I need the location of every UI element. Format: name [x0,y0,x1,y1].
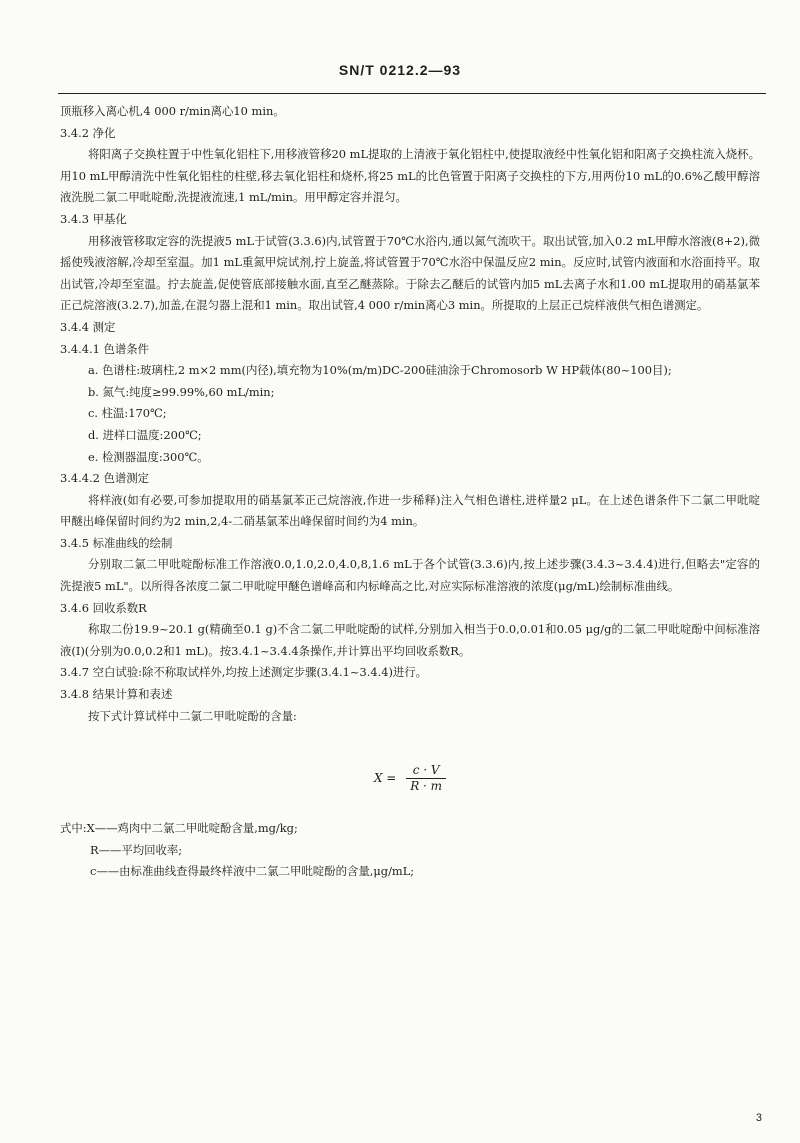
paragraph: 将阳离子交换柱置于中性氧化铝柱下,用移液管移20 mL提取的上清液于氧化铝柱中,使提取液经中性氧化铝和阳离子交换柱流入烧杯。用10 mL甲醇清洗中性氧化铝柱的柱壁,移去氧化铝柱和烧杯,将25 mL的比色管置于阳离子交换柱的下方,用两份10 mL的0.6%乙酸甲醇溶液洗脱二氯二甲吡啶酚,洗提液流速,1 mL/min。用甲醇定容并混匀。 [60,147,760,205]
subsection-heading: 3.4.4.2 色谱测定 [60,471,150,486]
list-item: d. 进样口温度:200℃; [88,427,202,442]
variable-definition: 式中:X——鸡肉中二氯二甲吡啶酚含量,mg/kg; [60,821,298,836]
paragraph: 分别取二氯二甲吡啶酚标准工作溶液0.0,1.0,2.0,4.0,8,1.6 mL于各个试管(3.3.6)内,按上述步骤(3.4.3~3.4.4)进行,但略去"定容的洗提液5 mL"。以所得各浓度二氯二甲吡啶甲醚色谱峰高和内标峰高之比,对应实际标准溶液的浓度(μg/mL)绘制标准曲线。 [60,557,760,594]
variable-definition: c——由标准曲线查得最终样液中二氯二甲吡啶酚的含量,μg/mL; [90,864,415,879]
document-body [60,101,760,883]
formula-denominator: R · m [410,779,443,794]
list-item: e. 检测器温度:300℃。 [88,449,209,464]
list-item: c. 柱温:170℃; [88,406,167,421]
document-header: SN/T 0212.2—93 [338,62,462,78]
header-rule [58,93,766,94]
formula-lhs: X = [373,771,397,786]
formula-fraction [406,763,446,794]
variable-definition: R——平均回收率; [90,842,183,857]
paragraph: 顶瓶移入离心机,4 000 r/min离心10 min。 [60,104,285,118]
subsection-heading: 3.4.4.1 色谱条件 [60,341,150,356]
section-heading: 3.4.5 标准曲线的绘制 [60,535,173,550]
section-heading: 3.4.8 结果计算和表述 [60,687,173,702]
section-heading: 3.4.3 甲基化 [60,211,127,226]
formula [60,763,760,794]
section-heading: 3.4.2 净化 [60,125,116,140]
list-item: b. 氮气:纯度≥99.99%,60 mL/min; [88,384,275,399]
list-item: a. 色谱柱:玻璃柱,2 m×2 mm(内径),填充物为10%(m/m)DC-200硅油涂于Chromosorb W HP载体(80~100目); [88,363,672,378]
section-heading: 3.4.7 空白试验:除不称取试样外,均按上述测定步骤(3.4.1~3.4.4)进行。 [60,665,428,680]
section-heading: 3.4.4 测定 [60,319,116,334]
formula-numerator: c · V [406,763,446,779]
paragraph: 称取二份19.9~20.1 g(精确至0.1 g)不含二氯二甲吡啶酚的试样,分别加入相当于0.0,0.01和0.05 μg/g的二氯二甲吡啶酚中间标准溶液(Ⅰ)(分别为0.0,0.2和1 mL)。按3.4.1~3.4.4条操作,并计算出平均回收系数R。 [60,622,760,658]
section-heading: 3.4.6 回收系数R [60,600,147,615]
page-number: 3 [755,1112,762,1124]
paragraph: 用移液管移取定容的洗提液5 mL于试管(3.3.6)内,试管置于70℃水浴内,通以氮气流吹干。取出试管,加入0.2 mL甲醇水溶液(8+2),微摇使残液溶解,冷却至室温。加1 mL重氮甲烷试剂,拧上旋盖,将试管置于70℃水浴中保温反应2 min。反应时,试管内液面和水浴面持平。取出试管,冷却至室温。拧去旋盖,促使管底部接触水面,直至乙醚蒸除。于除去乙醚后的试管内加5 mL去离子水和1.00 mL提取用的硝基氯苯正己烷溶液(3.2.7),加盖,在混匀器上混和1 min。取出试管,4 000 r/min离心3 min。所提取的上层正己烷样液供气相色谱测定。 [60,233,760,313]
paragraph: 按下式计算试样中二氯二甲吡啶酚的含量: [88,708,297,723]
paragraph: 将样液(如有必要,可参加提取用的硝基氯苯正己烷溶液,作进一步稀释)注入气相色谱柱,进样量2 μL。在上述色谱条件下二氯二甲吡啶甲醚出峰保留时间约为2 min,2,4-二硝基氯苯出峰保留时间约为4 min。 [60,492,760,529]
